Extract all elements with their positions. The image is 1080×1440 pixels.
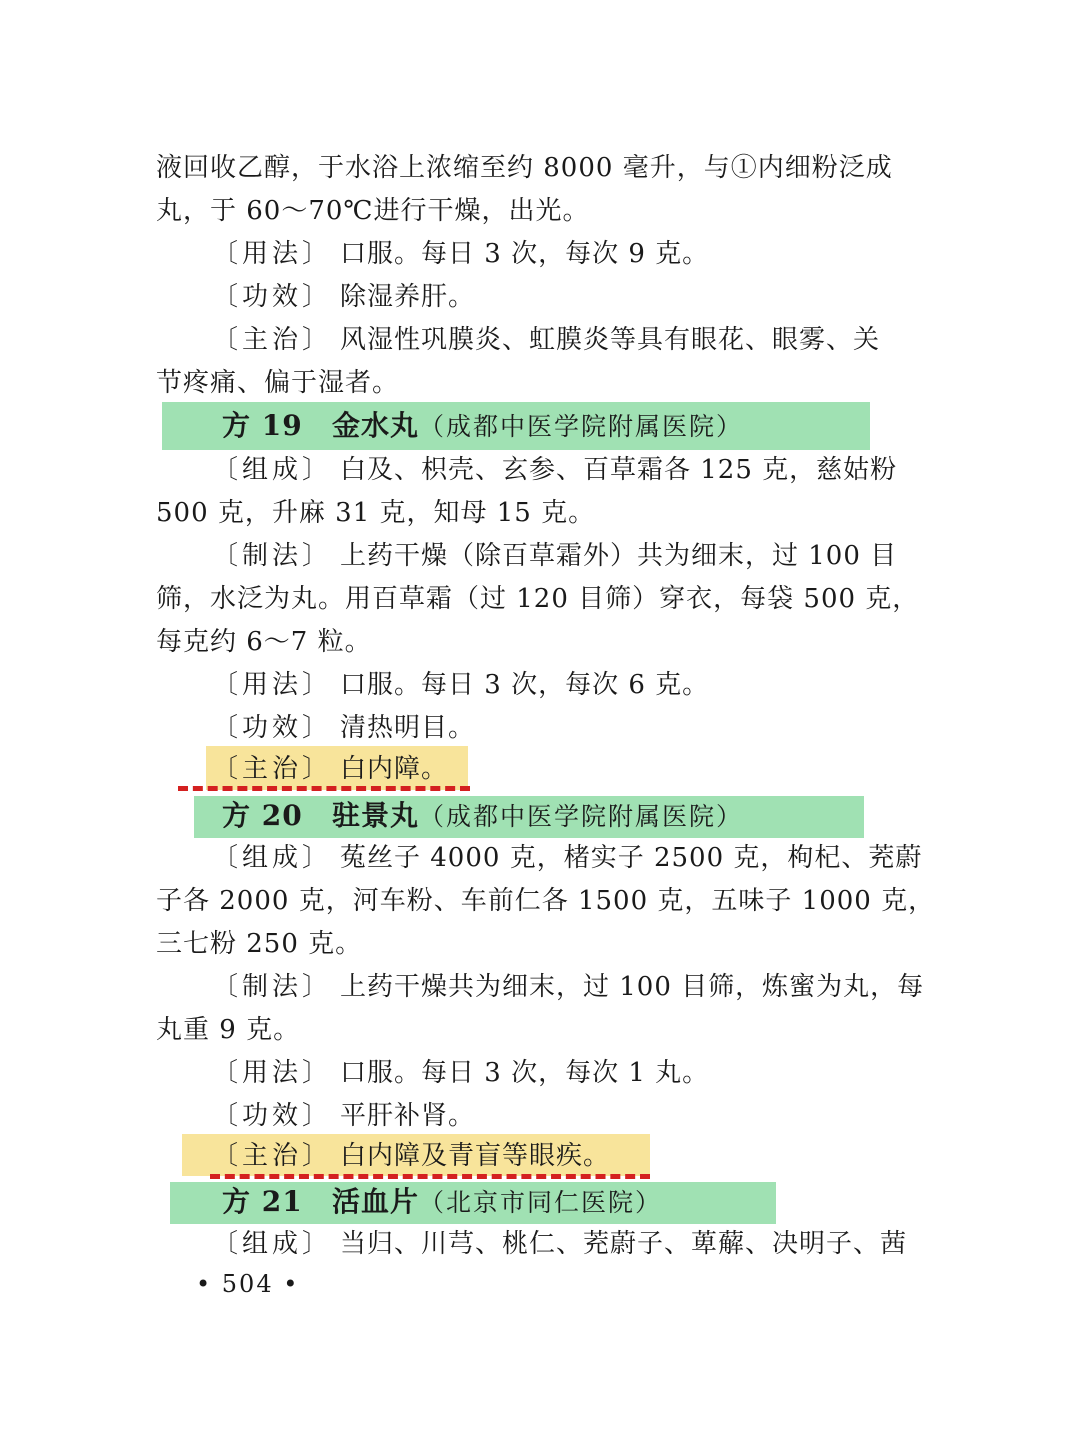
body-text-line: 子各 2000 克，河车粉、车前仁各 1500 克，五味子 1000 克， (156, 886, 936, 916)
formula-number: 方 20 (222, 799, 303, 832)
formula-20-heading (222, 794, 743, 839)
preparation-text: 上药干燥共为细末，过 100 目筛，炼蜜为丸，每 (340, 972, 925, 1002)
effect-line (212, 277, 475, 317)
effect-text: 平肝补肾。 (340, 1101, 476, 1131)
formula-name: 驻景丸 (332, 799, 420, 832)
usage-line (212, 1053, 709, 1093)
indication-label: 〔主治〕 (212, 754, 333, 784)
composition-text: 菟丝子 4000 克，楮实子 2500 克，枸杞、茺蔚 (340, 843, 923, 873)
body-text-line: 每克约 6～7 粒。 (156, 627, 372, 657)
red-dashed-underline (178, 786, 470, 791)
usage-text: 口服。每日 3 次，每次 6 克。 (340, 670, 710, 700)
effect-text: 除湿养肝。 (340, 282, 476, 312)
preparation-line (212, 967, 924, 1007)
body-text-line: 500 克，升麻 31 克，知母 15 克。 (156, 498, 596, 528)
indication-text: 风湿性巩膜炎、虹膜炎等具有眼花、眼雾、关 (340, 325, 881, 355)
indication-text: 白内障及青盲等眼疾。 (340, 1141, 611, 1171)
indication-line (212, 1136, 610, 1176)
preparation-label: 〔制法〕 (212, 972, 333, 1002)
body-text-line: 三七粉 250 克。 (156, 929, 363, 959)
composition-text: 当归、川芎、桃仁、茺蔚子、萆薢、决明子、茜 (340, 1229, 908, 1259)
formula-19-heading (222, 404, 743, 449)
composition-label: 〔组成〕 (212, 455, 333, 485)
indication-line (212, 320, 880, 360)
usage-line (212, 234, 709, 274)
effect-text: 清热明目。 (340, 713, 476, 743)
usage-text: 口服。每日 3 次，每次 9 克。 (340, 239, 710, 269)
body-text-line: 丸，于 60～70℃进行干燥，出光。 (156, 196, 590, 226)
preparation-label: 〔制法〕 (212, 541, 333, 571)
formula-name: 活血片 (332, 1185, 420, 1218)
formula-21-heading (222, 1180, 662, 1225)
formula-number: 方 19 (222, 409, 303, 442)
preparation-text: 上药干燥（除百草霜外）共为细末，过 100 目 (340, 541, 898, 571)
effect-line (212, 1096, 475, 1136)
usage-label: 〔用法〕 (212, 670, 333, 700)
formula-source: （成都中医学院附属医院） (419, 412, 744, 441)
composition-line (212, 838, 922, 878)
formula-source: （成都中医学院附属医院） (419, 802, 744, 831)
composition-line (212, 1224, 907, 1264)
effect-label: 〔功效〕 (212, 713, 333, 743)
indication-line (212, 749, 448, 789)
effect-label: 〔功效〕 (212, 282, 333, 312)
formula-name: 金水丸 (332, 409, 420, 442)
composition-label: 〔组成〕 (212, 1229, 333, 1259)
composition-line (212, 450, 897, 490)
usage-label: 〔用法〕 (212, 239, 333, 269)
formula-source: （北京市同仁医院） (419, 1188, 663, 1217)
effect-line (212, 708, 475, 748)
effect-label: 〔功效〕 (212, 1101, 333, 1131)
page-number: • 504 • (196, 1270, 300, 1298)
body-text-line: 节疼痛、偏于湿者。 (156, 368, 400, 398)
usage-text: 口服。每日 3 次，每次 1 丸。 (340, 1058, 710, 1088)
preparation-line (212, 536, 897, 576)
usage-label: 〔用法〕 (212, 1058, 333, 1088)
formula-number: 方 21 (222, 1185, 303, 1218)
indication-label: 〔主治〕 (212, 325, 333, 355)
body-text-line: 筛，水泛为丸。用百草霜（过 120 目筛）穿衣，每袋 500 克， (156, 584, 920, 614)
body-text-line: 丸重 9 克。 (156, 1015, 301, 1045)
composition-text: 白及、枳壳、玄参、百草霜各 125 克，慈姑粉 (340, 455, 898, 485)
red-dashed-underline (210, 1174, 650, 1179)
indication-label: 〔主治〕 (212, 1141, 333, 1171)
body-text-line: 液回收乙醇，于水浴上浓缩至约 8000 毫升，与①内细粉泛成 (156, 153, 893, 183)
indication-text: 白内障。 (340, 754, 449, 784)
composition-label: 〔组成〕 (212, 843, 333, 873)
usage-line (212, 665, 709, 705)
